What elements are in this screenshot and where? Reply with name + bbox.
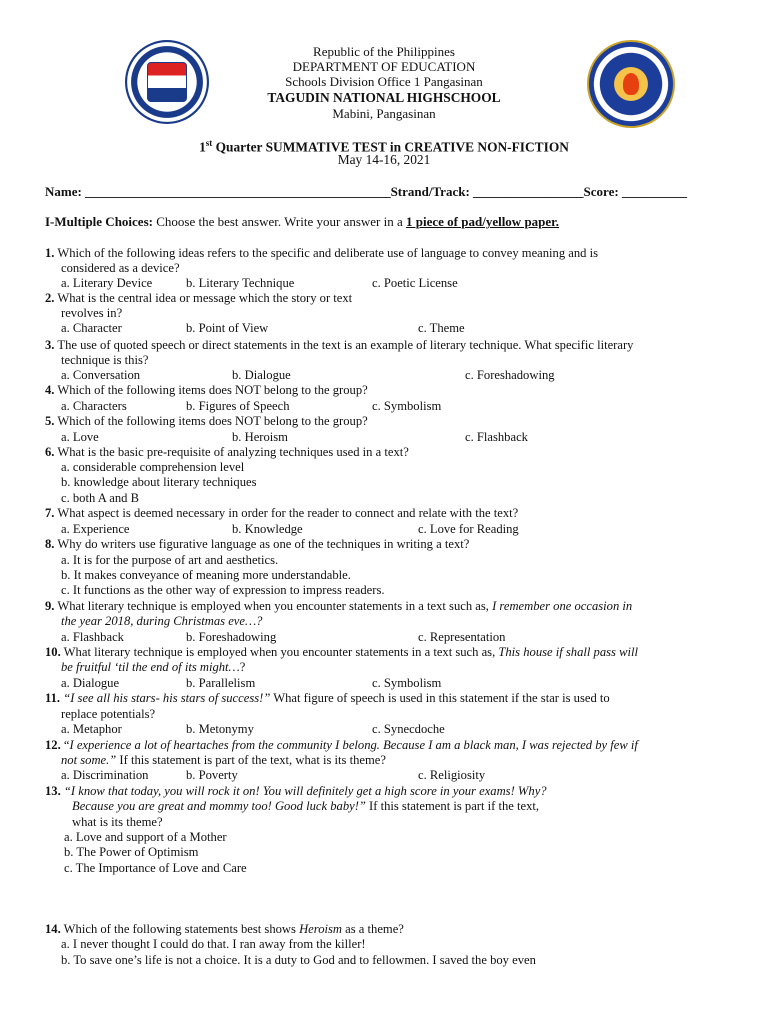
question-number: 14. <box>45 922 61 936</box>
option-a[interactable]: a. Dialogue <box>61 676 120 690</box>
option-b[interactable]: b. Metonymy <box>186 722 254 736</box>
question-quote-cont: Because you are great and mommy too! Good luck baby!” If this statement is part if the text, <box>72 799 540 813</box>
header-location: Mabini, Pangasinan <box>332 106 436 121</box>
title-ordinal: 1 <box>199 139 206 155</box>
option-b[interactable]: b. Heroism <box>232 430 288 444</box>
question-14: 14. Which of the following statements best shows Heroism as a theme? <box>45 922 404 936</box>
question-number: 5. <box>45 414 55 428</box>
option-a[interactable]: a. Love and support of a Mother <box>64 830 227 844</box>
header-republic: Republic of the Philippines <box>313 44 455 59</box>
question-number: 10. <box>45 645 61 659</box>
question-text: Why do writers use figurative language as one of the techniques in writing a text? <box>54 537 470 551</box>
question-number: 6. <box>45 445 55 459</box>
instructions-part: I-Multiple Choices: <box>45 214 153 229</box>
question-text-cont: replace potentials? <box>61 707 156 721</box>
question-emphasis: Heroism <box>299 922 342 936</box>
name-blank[interactable]: _______________________________________________ <box>85 184 391 199</box>
option-c[interactable]: c. Flashback <box>465 430 528 444</box>
option-a[interactable]: a. Characters <box>61 399 127 413</box>
option-b[interactable]: b. Figures of Speech <box>186 399 290 413</box>
question-7 <box>45 506 518 522</box>
question-text: What aspect is deemed necessary in order for the reader to connect and relate with the text? <box>54 506 519 520</box>
question-number: 11. <box>45 691 61 705</box>
option-a[interactable]: a. Flashback <box>61 630 124 644</box>
option-a[interactable]: a. Love <box>61 430 99 444</box>
option-b[interactable]: b. Parallelism <box>186 676 256 690</box>
option-c[interactable]: c. both A and B <box>61 491 140 505</box>
option-a[interactable]: a. Discrimination <box>61 768 149 782</box>
option-c[interactable]: c. Representation <box>418 630 506 644</box>
option-b[interactable]: b. Knowledge <box>232 522 303 536</box>
instructions-text: Choose the best answer. Write your answer in a <box>152 214 407 229</box>
question-text-cont: revolves in? <box>61 306 123 320</box>
option-c[interactable]: c. Love for Reading <box>418 522 519 536</box>
test-date: May 14-16, 2021 <box>337 152 431 167</box>
option-a[interactable]: a. Conversation <box>61 368 141 382</box>
question-text: The use of quoted speech or direct statements in the text is an example of literary technique. What specific literary <box>54 338 634 352</box>
strand-blank[interactable]: _________________ <box>473 184 584 199</box>
question-text: Which of the following ideas refers to the specific and deliberate use of language to convey meaning and is <box>54 246 599 260</box>
option-b[interactable]: b. Dialogue <box>232 368 291 382</box>
option-a[interactable]: a. It is for the purpose of art and aesthetics. <box>61 553 279 567</box>
question-text: What is the basic pre-requisite of analyzing techniques used in a text? <box>54 445 409 459</box>
question-13 <box>45 784 547 800</box>
option-b[interactable]: b. Literary Technique <box>186 276 295 290</box>
question-quote-cont: be fruitful ‘til the end of its might…? <box>61 660 246 674</box>
title-rest: Quarter SUMMATIVE TEST in CREATIVE NON-FICTION <box>212 139 569 155</box>
option-b[interactable]: b. It makes conveyance of meaning more understandable. <box>61 568 351 582</box>
question-quote: “I know that today, you will rock it on! You will definitely get a high score in your exams! Why? <box>60 784 547 798</box>
question-quote-cont: the year 2018, during Christmas eve…? <box>61 614 263 628</box>
question-8 <box>45 537 469 553</box>
option-c[interactable]: c. Religiosity <box>418 768 486 782</box>
question-text: Which of the following statements best shows <box>60 922 300 936</box>
option-b[interactable]: b. The Power of Optimism <box>64 845 199 859</box>
option-c[interactable]: c. Symbolism <box>372 399 442 413</box>
question-text: What literary technique is employed when you encounter statements in a text such as, <box>54 599 493 613</box>
question-number: 9. <box>45 599 55 613</box>
header-division: Schools Division Office 1 Pangasinan <box>285 74 483 89</box>
option-b[interactable]: b. Poverty <box>186 768 238 782</box>
question-quote: I remember one occasion in <box>492 599 633 613</box>
question-11 <box>45 691 610 707</box>
option-a[interactable]: a. Experience <box>61 522 130 536</box>
question-text: What figure of speech is used in this statement if the star is used to <box>270 691 610 705</box>
instructions <box>45 214 559 230</box>
option-c[interactable]: c. The Importance of Love and Care <box>64 861 247 875</box>
name-label: Name: <box>45 184 82 199</box>
question-text: Which of the following items does NOT belong to the group? <box>54 414 368 428</box>
option-a[interactable]: a. I never thought I could do that. I ran away from the killer! <box>61 937 366 951</box>
question-text: Which of the following items does NOT belong to the group? <box>54 383 368 397</box>
question-9 <box>45 599 632 615</box>
option-b[interactable]: b. To save one’s life is not a choice. It is a duty to God and to fellowmen. I saved the boy even <box>61 953 536 967</box>
header-school: TAGUDIN NATIONAL HIGHSCHOOL <box>267 90 501 105</box>
question-number: 3. <box>45 338 55 352</box>
question-quote: This house if shall pass will <box>498 645 638 659</box>
student-info-line <box>45 184 687 200</box>
question-3 <box>45 338 633 354</box>
question-number: 7. <box>45 506 55 520</box>
question-text-cont: what is its theme? <box>72 815 163 829</box>
question-1 <box>45 246 598 262</box>
question-2 <box>45 291 352 307</box>
option-a[interactable]: a. Metaphor <box>61 722 122 736</box>
option-a[interactable]: a. Character <box>61 321 122 335</box>
option-a[interactable]: a. Literary Device <box>61 276 153 290</box>
question-quote-cont: not some.” If this statement is part of the text, what is its theme? <box>61 753 386 767</box>
question-5 <box>45 414 368 430</box>
question-number: 8. <box>45 537 55 551</box>
option-c[interactable]: c. Synecdoche <box>372 722 445 736</box>
question-text: What literary technique is employed when you encounter statements in a text such as, <box>60 645 499 659</box>
question-text-cont: considered as a device? <box>61 261 180 275</box>
option-b[interactable]: b. Point of View <box>186 321 269 335</box>
instructions-emphasis: 1 piece of pad/yellow paper. <box>406 214 560 229</box>
question-10 <box>45 645 638 661</box>
strand-label: Strand/Track: <box>390 184 470 199</box>
option-c[interactable]: c. Foreshadowing <box>465 368 555 382</box>
option-c[interactable]: c. Symbolism <box>372 676 442 690</box>
question-text-cont: technique is this? <box>61 353 149 367</box>
option-c[interactable]: c. It functions as the other way of expression to impress readers. <box>61 583 385 597</box>
question-4 <box>45 383 368 399</box>
option-b[interactable]: b. Foreshadowing <box>186 630 277 644</box>
question-number: 13. <box>45 784 61 798</box>
question-number: 12. <box>45 738 61 752</box>
question-text: What is the central idea or message which the story or text <box>54 291 353 305</box>
header-department: DEPARTMENT OF EDUCATION <box>292 59 476 74</box>
question-6 <box>45 445 409 461</box>
question-quote: “I see all his stars- his stars of success!” <box>60 691 271 705</box>
option-c[interactable]: c. Poetic License <box>372 276 458 290</box>
title-sup: st <box>205 138 213 148</box>
question-12: 12. “I experience a lot of heartaches from the community I belong. Because I am a black man, I was rejected by few if <box>45 738 638 752</box>
option-c[interactable]: c. Theme <box>418 321 465 335</box>
question-quote: I experience a lot of heartaches from the community I belong. Because I am a black man, I was rejected by few if <box>69 738 638 752</box>
score-blank[interactable]: __________ <box>621 184 687 199</box>
question-number: 1. <box>45 246 55 260</box>
question-number: 4. <box>45 383 55 397</box>
option-a[interactable]: a. considerable comprehension level <box>61 460 245 474</box>
option-b[interactable]: b. knowledge about literary techniques <box>61 475 257 489</box>
score-label: Score: <box>583 184 619 199</box>
question-number: 2. <box>45 291 55 305</box>
